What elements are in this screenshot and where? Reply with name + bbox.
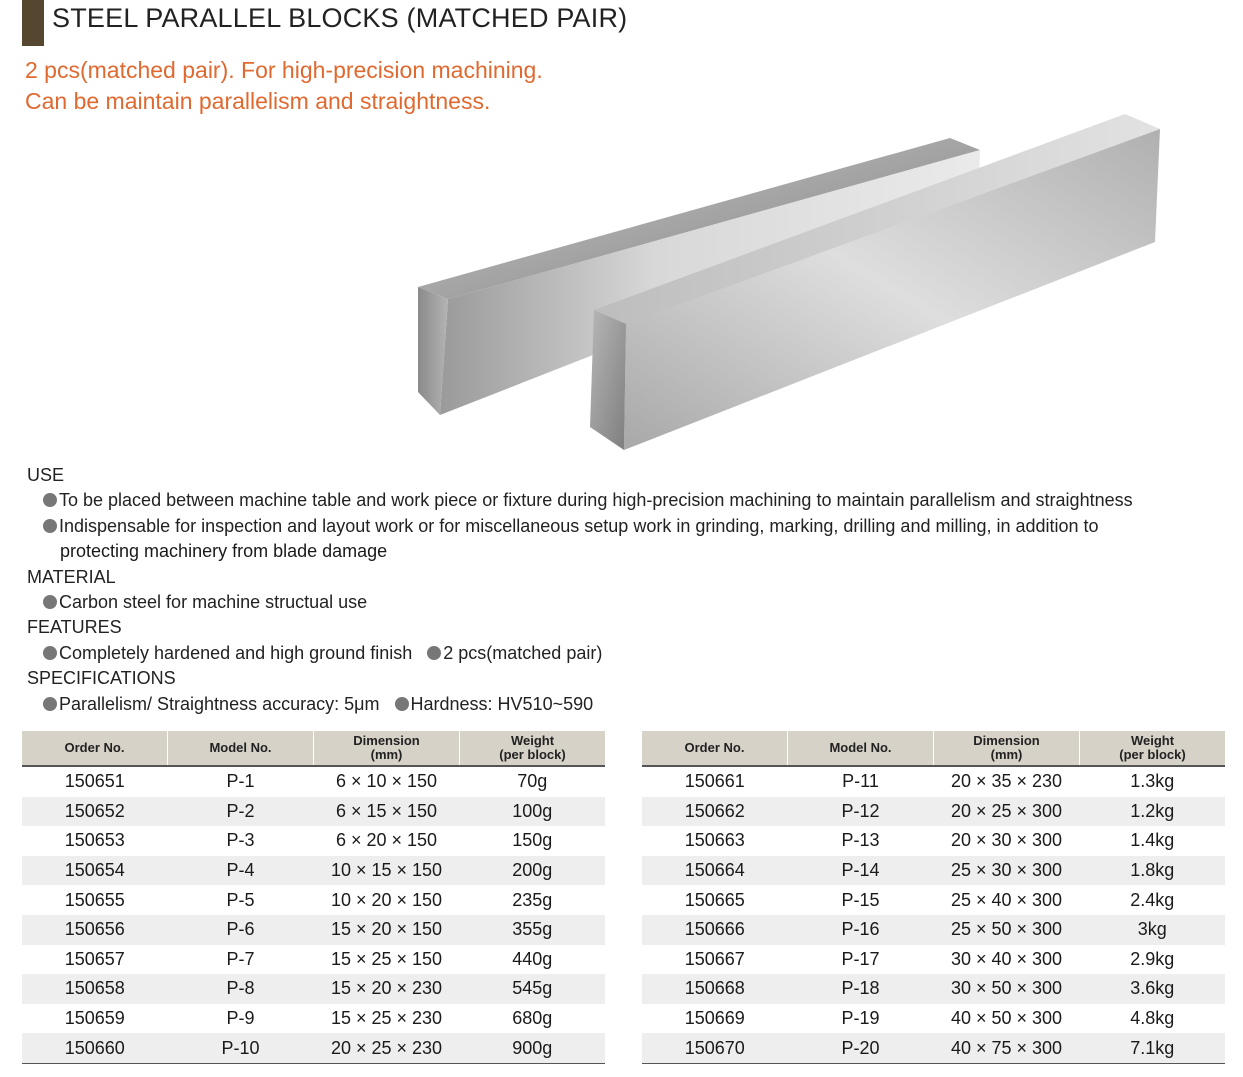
cell-dimension: 30 × 40 × 300 bbox=[950, 948, 1063, 969]
cell-weight: 2.4kg bbox=[1130, 889, 1175, 910]
cell-dimension: 15 × 20 × 230 bbox=[314, 974, 460, 1004]
cell-order-no: 150668 bbox=[642, 974, 788, 1004]
cell-dimension: 20 × 30 × 300 bbox=[950, 830, 1063, 851]
title-accent-bar bbox=[22, 0, 44, 46]
cell-weight: 1.2kg bbox=[1080, 797, 1226, 827]
table-row bbox=[642, 1033, 1225, 1063]
material-item: Carbon steel for machine structual use bbox=[27, 590, 1237, 615]
table-header-row bbox=[22, 731, 605, 766]
table-row bbox=[22, 885, 605, 915]
header-dimension: Dimension (mm) bbox=[314, 731, 460, 766]
cell-dimension: 25 × 40 × 300 bbox=[950, 889, 1063, 910]
cell-dimension: 40 × 50 × 300 bbox=[950, 1008, 1063, 1029]
table-row bbox=[22, 1004, 605, 1034]
cell-model-no: P-8 bbox=[168, 974, 314, 1004]
header-model-no: Model No. bbox=[168, 731, 314, 766]
cell-model-no: P-15 bbox=[841, 889, 880, 910]
cell-model-no: P-1 bbox=[226, 771, 255, 792]
info-section bbox=[27, 463, 1237, 717]
cell-dimension: 6 × 20 × 150 bbox=[335, 830, 438, 851]
cell-order-no: 150664 bbox=[642, 856, 788, 886]
cell-dimension: 6 × 10 × 150 bbox=[335, 771, 438, 792]
cell-weight: 7.1kg bbox=[1080, 1033, 1226, 1063]
cell-order-no: 150662 bbox=[642, 797, 788, 827]
material-heading: MATERIAL bbox=[27, 566, 116, 587]
bullet-icon bbox=[395, 697, 409, 711]
cell-weight: 150g bbox=[512, 830, 553, 851]
subtitle-line-2: Can be maintain parallelism and straightness. bbox=[25, 88, 491, 114]
cell-model-no: P-17 bbox=[841, 948, 880, 969]
cell-order-no: 150656 bbox=[22, 915, 168, 945]
cell-model-no: P-20 bbox=[788, 1033, 934, 1063]
cell-order-no: 150661 bbox=[684, 771, 745, 792]
cell-model-no: P-9 bbox=[226, 1008, 255, 1029]
cell-weight: 4.8kg bbox=[1130, 1008, 1175, 1029]
cell-order-no: 150658 bbox=[22, 974, 168, 1004]
table-row bbox=[22, 1033, 605, 1063]
use-item: Indispensable for inspection and layout work or for miscellaneous setup work in grinding, marking, drilling and milling, in addition to bbox=[27, 514, 1237, 539]
table-row bbox=[22, 797, 605, 827]
header-order-no: Order No. bbox=[22, 731, 168, 766]
cell-dimension: 25 × 30 × 300 bbox=[934, 856, 1080, 886]
cell-dimension: 25 × 50 × 300 bbox=[934, 915, 1080, 945]
table-row bbox=[22, 766, 605, 797]
table-row bbox=[642, 797, 1225, 827]
cell-dimension: 30 × 50 × 300 bbox=[934, 974, 1080, 1004]
cell-dimension: 10 × 15 × 150 bbox=[314, 856, 460, 886]
cell-weight: 440g bbox=[512, 948, 553, 969]
front-block-end bbox=[590, 310, 626, 450]
header-model-no: Model No. bbox=[788, 731, 934, 766]
cell-model-no: P-13 bbox=[841, 830, 880, 851]
cell-model-no: P-4 bbox=[168, 856, 314, 886]
cell-model-no: P-16 bbox=[788, 915, 934, 945]
cell-weight: 3.6kg bbox=[1080, 974, 1226, 1004]
cell-dimension: 20 × 25 × 300 bbox=[934, 797, 1080, 827]
features-heading: FEATURES bbox=[27, 617, 122, 638]
table-row bbox=[22, 915, 605, 945]
cell-model-no: P-12 bbox=[788, 797, 934, 827]
product-photo bbox=[410, 92, 1170, 462]
cell-model-no: P-14 bbox=[788, 856, 934, 886]
cell-model-no: P-10 bbox=[168, 1033, 314, 1063]
cell-order-no: 150660 bbox=[22, 1033, 168, 1063]
table-row bbox=[22, 945, 605, 975]
cell-weight: 200g bbox=[460, 856, 606, 886]
page-title: STEEL PARALLEL BLOCKS (MATCHED PAIR) bbox=[52, 3, 628, 33]
cell-dimension: 10 × 20 × 150 bbox=[330, 889, 443, 910]
cell-order-no: 150667 bbox=[684, 948, 745, 969]
table-row bbox=[642, 1004, 1225, 1034]
table-row bbox=[642, 974, 1225, 1004]
cell-order-no: 150655 bbox=[64, 889, 125, 910]
cell-order-no: 150666 bbox=[642, 915, 788, 945]
table-row bbox=[642, 885, 1225, 915]
cell-weight: 355g bbox=[460, 915, 606, 945]
features-item: Completely hardened and high ground finish 2 pcs(matched pair) bbox=[27, 641, 1237, 666]
table-row bbox=[22, 974, 605, 1004]
header-weight: Weight (per block) bbox=[1080, 731, 1226, 766]
table-row bbox=[642, 826, 1225, 856]
cell-order-no: 150669 bbox=[684, 1008, 745, 1029]
bullet-icon bbox=[43, 493, 57, 507]
bullet-icon bbox=[43, 646, 57, 660]
cell-order-no: 150652 bbox=[22, 797, 168, 827]
spec-table-right-body bbox=[642, 766, 1225, 1063]
use-item-continuation: protecting machinery from blade damage bbox=[60, 541, 388, 562]
cell-model-no: P-7 bbox=[226, 948, 255, 969]
spec-table-right bbox=[642, 731, 1225, 1064]
cell-order-no: 150663 bbox=[684, 830, 745, 851]
cell-order-no: 150651 bbox=[64, 771, 125, 792]
cell-model-no: P-5 bbox=[226, 889, 255, 910]
table-row bbox=[642, 766, 1225, 797]
bullet-icon bbox=[43, 697, 57, 711]
bullet-icon bbox=[427, 646, 441, 660]
specifications-item: Parallelism/ Straightness accuracy: 5μm Hardness: HV510~590 bbox=[27, 692, 1237, 717]
cell-order-no: 150670 bbox=[642, 1033, 788, 1063]
cell-order-no: 150665 bbox=[684, 889, 745, 910]
header-weight: Weight (per block) bbox=[460, 731, 606, 766]
cell-order-no: 150654 bbox=[22, 856, 168, 886]
cell-weight: 545g bbox=[460, 974, 606, 1004]
cell-dimension: 20 × 35 × 230 bbox=[950, 771, 1063, 792]
cell-order-no: 150653 bbox=[64, 830, 125, 851]
table-row bbox=[642, 915, 1225, 945]
cell-dimension: 40 × 75 × 300 bbox=[934, 1033, 1080, 1063]
cell-weight: 100g bbox=[460, 797, 606, 827]
subtitle-line-1: 2 pcs(matched pair). For high-precision machining. bbox=[25, 57, 543, 83]
cell-weight: 1.3kg bbox=[1130, 771, 1175, 792]
bullet-icon bbox=[43, 519, 57, 533]
table-row bbox=[642, 856, 1225, 886]
cell-weight: 70g bbox=[517, 771, 548, 792]
cell-weight: 900g bbox=[460, 1033, 606, 1063]
header-order-no: Order No. bbox=[642, 731, 788, 766]
table-row bbox=[22, 826, 605, 856]
cell-model-no: P-6 bbox=[168, 915, 314, 945]
cell-dimension: 15 × 25 × 150 bbox=[330, 948, 443, 969]
header-dimension: Dimension (mm) bbox=[934, 731, 1080, 766]
cell-dimension: 6 × 15 × 150 bbox=[314, 797, 460, 827]
cell-dimension: 15 × 20 × 150 bbox=[314, 915, 460, 945]
bullet-icon bbox=[43, 595, 57, 609]
cell-weight: 1.8kg bbox=[1080, 856, 1226, 886]
cell-model-no: P-2 bbox=[168, 797, 314, 827]
cell-model-no: P-3 bbox=[226, 830, 255, 851]
cell-weight: 680g bbox=[512, 1008, 553, 1029]
table-row bbox=[22, 856, 605, 886]
spec-table-left bbox=[22, 731, 605, 1064]
specifications-heading: SPECIFICATIONS bbox=[27, 668, 176, 689]
cell-weight: 1.4kg bbox=[1130, 830, 1175, 851]
use-heading: USE bbox=[27, 465, 65, 485]
cell-weight: 235g bbox=[512, 889, 553, 910]
cell-weight: 3kg bbox=[1080, 915, 1226, 945]
cell-model-no: P-11 bbox=[842, 771, 879, 792]
table-header-row bbox=[642, 731, 1225, 766]
spec-table-left-body bbox=[22, 766, 605, 1063]
cell-dimension: 20 × 25 × 230 bbox=[314, 1033, 460, 1063]
cell-weight: 2.9kg bbox=[1130, 948, 1175, 969]
cell-dimension: 15 × 25 × 230 bbox=[330, 1008, 443, 1029]
table-row bbox=[642, 945, 1225, 975]
use-item: To be placed between machine table and work piece or fixture during high-precision machining to maintain parallelism and straightness bbox=[27, 488, 1237, 513]
cell-model-no: P-19 bbox=[841, 1008, 880, 1029]
cell-order-no: 150659 bbox=[64, 1008, 125, 1029]
cell-order-no: 150657 bbox=[64, 948, 125, 969]
cell-model-no: P-18 bbox=[788, 974, 934, 1004]
